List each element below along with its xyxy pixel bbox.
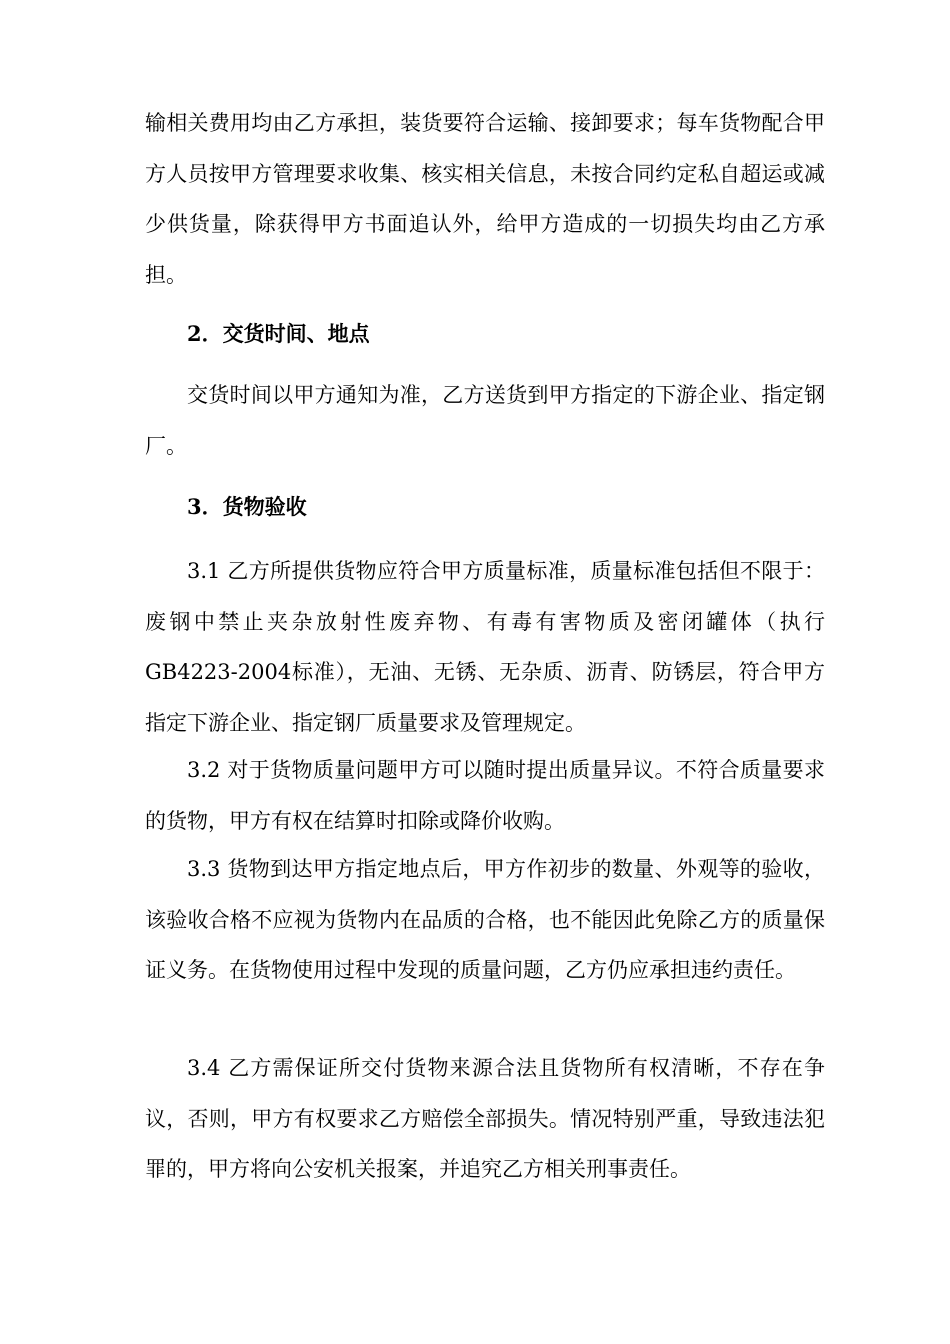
continuation-paragraph: 输相关费用均由乙方承担，装货要符合运输、接卸要求；每车货物配合甲方人员按甲方管理要求收集、核实相关信息，未按合同约定私自超运或减少供货量，除获得甲方书面追认外，给甲方造成的一切损失均由乙方承担。: [145, 111, 825, 287]
clause-3-2: 3.2 对于货物质量问题甲方可以随时提出质量异议。不符合质量要求的货物，甲方有权在结算时扣除或降价收购。: [145, 758, 825, 833]
clause-3-1: 3.1 乙方所提供货物应符合甲方质量标准，质量标准包括但不限于：废钢中禁止夹杂放射性废弃物、有毒有害物质及密闭罐体（执行GB4223-2004标准），无油、无锈、无杂质、沥青、防锈层，符合甲方指定下游企业、指定钢厂质量要求及管理规定。: [145, 559, 825, 735]
section-3-heading: 3．货物验收: [187, 494, 307, 519]
section-2-paragraph: 交货时间以甲方通知为准，乙方送货到甲方指定的下游企业、指定钢厂。: [145, 383, 825, 458]
clause-3-3: 3.3 货物到达甲方指定地点后，甲方作初步的数量、外观等的验收，该验收合格不应视为货物内在品质的合格，也不能因此免除乙方的质量保证义务。在货物使用过程中发现的质量问题，乙方仍应承担违约责任。: [145, 857, 825, 982]
clause-3-4: 3.4 乙方需保证所交付货物来源合法且货物所有权清晰，不存在争议，否则，甲方有权要求乙方赔偿全部损失。情况特别严重，导致违法犯罪的，甲方将向公安机关报案，并追究乙方相关刑事责任。: [145, 1056, 825, 1181]
section-2-heading: 2．交货时间、地点: [187, 321, 370, 346]
